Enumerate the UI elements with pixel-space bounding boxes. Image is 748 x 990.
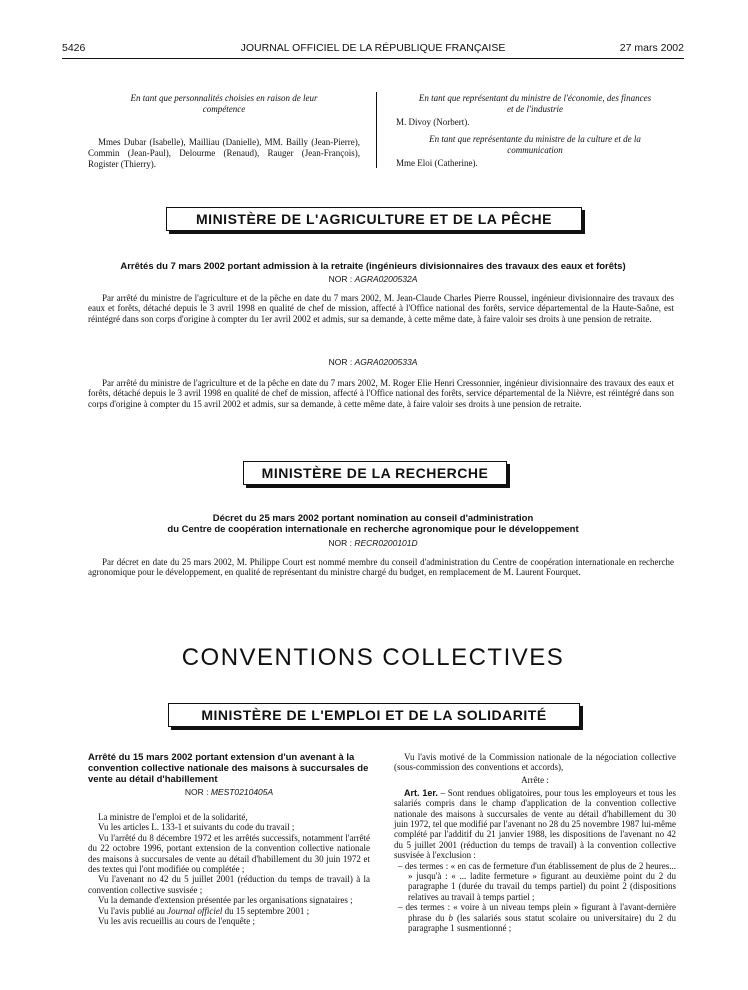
paragraph: Vu l'avis publié au Journal officiel du 15 septembre 2001 ; — [98, 905, 310, 916]
member-list: Mmes Dubar (Isabelle), Mailliau (Danielle), MM. Bailly (Jean-Pierre), Commin (Jean-Paul), Delourme (Renaud), Rauger (Jean-François), Rogister (Thierry). — [88, 137, 360, 169]
ministry-heading-agriculture: MINISTÈRE DE L'AGRICULTURE ET DE LA PÊCHE — [166, 207, 582, 231]
section-title-conventions: CONVENTIONS COLLECTIVES — [181, 644, 565, 671]
paragraph: Par arrêté du ministre de l'agriculture et de la pêche en date du 7 mars 2002, M. Roger Elie Henri Cressonnier, ingénieur divisionnaire des travaux des eaux et forêts, détaché depuis le 3 avril 1998 en qualité de chef de mission, affecté à l'Office national des forêts, service départemental de la Nièvre, est réintégré dans son corps d'origine à compter du 15 avril 2002 et admis, sur sa demande, à cette même date, à faire valoir ses droits à une pension de retraite. — [88, 378, 674, 409]
paragraph: Vu les avis recueillis au cours de l'enquête ; — [98, 916, 256, 927]
paragraph: Vu la demande d'extension présentée par les organisations signataires ; — [98, 895, 353, 906]
paragraph: Vu l'arrêté du 8 décembre 1972 et les arrêtés successifs, notamment l'arrêté du 22 octobre 1996, portant extension de la convention collective nationale des maisons à succursales de vente au détail d'habillement du 30 juin 1972 et des textes qui l'ont modifiée ou complétée ; — [88, 832, 370, 875]
article-title: Arrêté du 15 mars 2002 portant extension d'un avenant à la convention collective nationale des maisons à succursales de vente au détail d'habillement — [88, 752, 369, 785]
member-name: M. Divoy (Norbert). — [396, 117, 470, 127]
nor-reference: NOR : AGRA0200533A — [328, 357, 418, 367]
page-number: 5426 — [62, 42, 86, 54]
article-1: Art. 1er. – Sont rendues obligatoires, pour tous les employeurs et tous les salariés compris dans le champ d'application de la convention collective nationale des maisons à succursales de vente au détail d'habillement du 30 juin 1972, tel que modifié par l'avenant no 28 du 25 novembre 1987 lui-même complété par l'additif du 21 janvier 1988, les dispositions de l'avenant no 42 du 5 juillet 2001 (réduction du temps de travail) à la convention collective susvisée à l'exclusion : — [394, 787, 676, 861]
paragraph: Par décret en date du 25 mars 2002, M. Philippe Court est nommé membre du conseil d'administration du Centre de coopération internationale en recherche agronomique pour le développement, en qualité de représentant du ministre chargé du budget, en remplacement de M. Laurent Fourquet. — [88, 557, 674, 578]
paragraph: Par arrêté du ministre de l'agriculture et de la pêche en date du 7 mars 2002, M. Jean-Claude Charles Pierre Roussel, ingénieur divisionnaire des travaux des eaux et forêts, détaché depuis le 3 avril 1998 en qualité de chef de mission, affecté à l'Office national des forêts, service départemental de la Haute-Saône, est réintégré dans son corps d'origine à compter du 1er avril 2002 et admis, sur sa demande, à cette même date, à faire valoir ses droits à une pension de retraite. — [88, 293, 674, 324]
member-name: Mme Eloi (Catherine). — [396, 158, 478, 168]
bottom-left-column — [88, 752, 370, 926]
paragraph: Vu l'avis motivé de la Commission nationale de la négociation collective (sous-commission des conventions et accords), — [394, 752, 676, 773]
nor-reference: NOR : AGRA0200532A — [328, 274, 418, 284]
section-heading: En tant que représentant du ministre de l'économie, des finances et de l'industrie — [418, 93, 652, 114]
section-heading: En tant que représentante du ministre de la culture et de la communication — [429, 134, 641, 155]
exclusion-item: – des termes : « en cas de fermeture d'un établissement de plus de 2 heures... » jusqu'à : « ... ladite fermeture » figurant au deuxième point du 2 du paragraphe 1 (durée du travail du temps partiel) du point 2 (dispositions relatives au travail à temps partiel ; — [398, 860, 676, 902]
paragraph: Vu les articles L. 133-1 et suivants du code du travail ; — [98, 822, 295, 833]
nor-reference: NOR : MEST0210405A — [184, 787, 274, 797]
page-header — [62, 42, 684, 56]
ministry-heading-emploi: MINISTÈRE DE L'EMPLOI ET DE LA SOLIDARITÉ — [168, 703, 580, 727]
article-title: Décret du 25 mars 2002 portant nomination au conseil d'administration du Centre de coopération internationale en recherche agronomique pour le développement — [167, 513, 579, 535]
column-divider — [376, 92, 377, 168]
top-left-column — [88, 93, 360, 170]
arrete-label: Arrête : — [521, 774, 549, 785]
header-rule — [62, 58, 684, 59]
issue-date: 27 mars 2002 — [619, 42, 684, 54]
exclusion-item: – des termes : « voire à un niveau temps plein » figurant à l'avant-dernière phrase du b (les salariés sous statut scolaire ou universitaire) du 2 du paragraphe 1 susmentionné ; — [398, 902, 677, 934]
ministry-heading-recherche: MINISTÈRE DE LA RECHERCHE — [243, 461, 507, 485]
section-heading: En tant que personnalités choisies en raison de leur compétence — [130, 93, 318, 114]
nor-reference: NOR : RECR0200101D — [328, 538, 418, 548]
top-right-column — [396, 93, 674, 169]
paragraph: La ministre de l'emploi et de la solidarité, — [98, 812, 248, 822]
bottom-right-column — [394, 752, 676, 934]
paragraph: Vu l'avenant no 42 du 5 juillet 2001 (réduction du temps de travail) à la convention collective susvisée ; — [88, 874, 370, 895]
article-title: Arrêtés du 7 mars 2002 portant admission à la retraite (ingénieurs divisionnaires des travaux des eaux et forêts) — [120, 261, 626, 272]
journal-title: JOURNAL OFFICIEL DE LA RÉPUBLIQUE FRANÇAISE — [240, 42, 506, 54]
